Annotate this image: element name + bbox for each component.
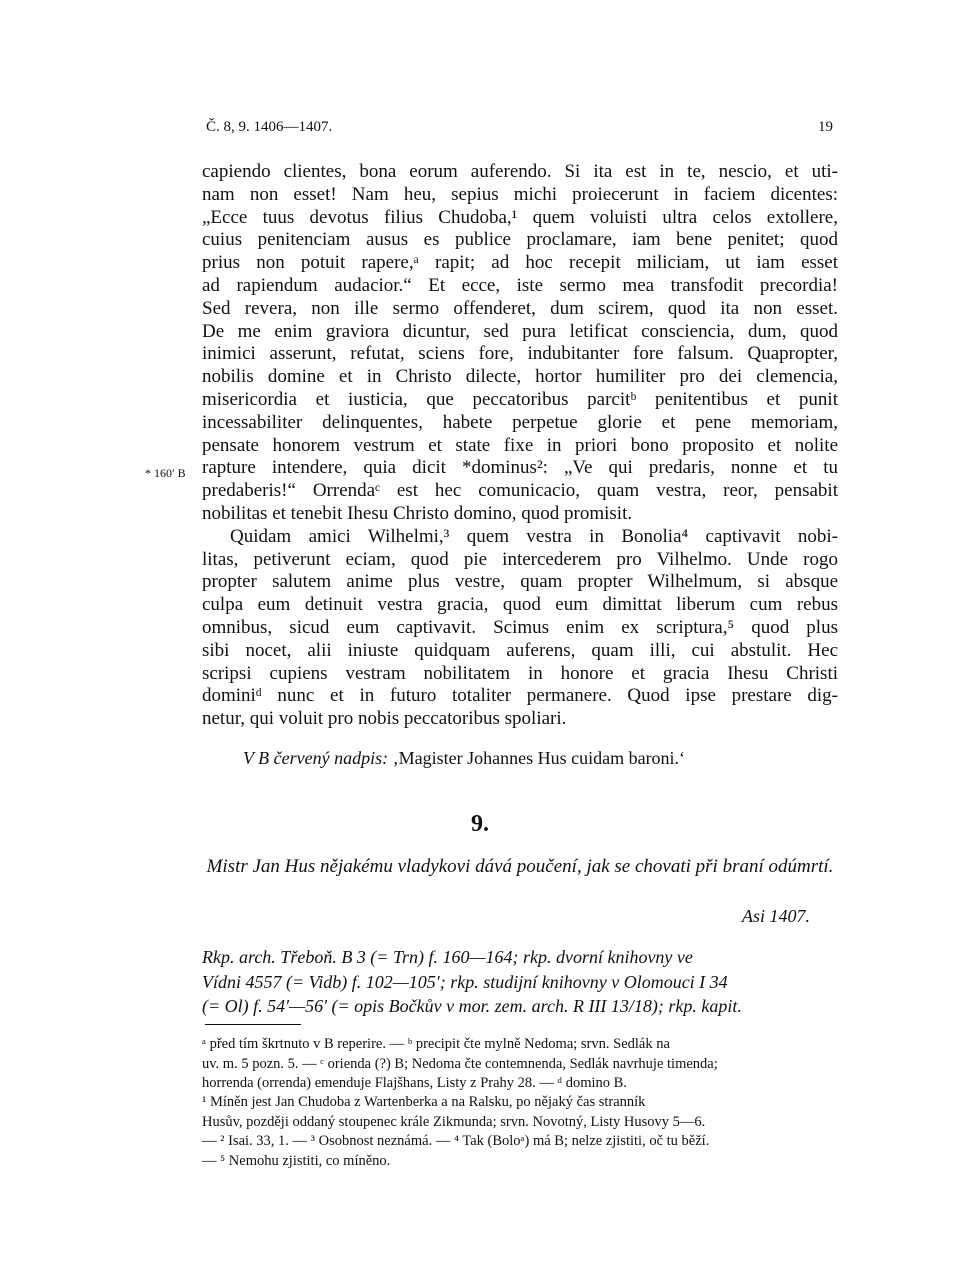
page-number: 19 xyxy=(818,119,833,135)
body-line: nam non esset! Nam heu, sepius michi proiecerunt in faciem dicentes: xyxy=(202,183,838,205)
document-date: Asi 1407. xyxy=(742,906,811,926)
body-line: pensate honorem vestrum et state fixe in priori bono proposito et nolite xyxy=(202,434,838,456)
body-line: capiendo clientes, bona eorum auferendo. Si ita est in te, nescio, et uti- xyxy=(202,161,838,182)
rubric-note xyxy=(243,748,685,769)
body-line: Quidam amici Wilhelmi,³ quem vestra in Bonolia⁴ captivavit nobi- xyxy=(230,525,838,547)
manuscript-line: Vídni 4557 (= Vidb) f. 102—105′; rkp. studijní knihovny v Olomouci I 34 xyxy=(202,971,728,992)
body-line: prius non potuit rapere,ᵃ rapit; ad hoc recepit miliciam, ut iam esset xyxy=(202,252,838,274)
margin-folio-note: * 160′ B xyxy=(145,466,186,480)
body-line: propter salutem anime plus vestre, quam propter Wilhelmum, si absque xyxy=(202,571,838,593)
rubric-prefix: V B červený nadpis: xyxy=(243,748,389,768)
manuscript-line: Rkp. arch. Třeboň. B 3 (= Trn) f. 160—164; rkp. dvorní knihovny ve xyxy=(202,947,693,967)
footnote-line: — ⁵ Nemohu zjistiti, co míněno. xyxy=(202,1152,391,1169)
footnote-line: horrenda (orrenda) emenduje Flajšhans, Listy z Prahy 28. — ᵈ domino B. xyxy=(202,1075,627,1091)
body-line: sibi nocet, alii iniuste quidquam auferens, quam illi, cui abstulit. Hec xyxy=(202,639,838,661)
footnote-line: — ² Isai. 33, 1. — ³ Osobnost neznámá. — ⁴ Tak (Boloᵃ) má B; nelze zjistiti, oč tu běží. xyxy=(202,1133,710,1149)
body-line: predaberis!“ Orrendaᶜ est hec comunicacio, quam vestra, reor, pensabit xyxy=(202,480,838,502)
document-title: Mistr Jan Hus nějakému vladykovi dává poučení, jak se chovati při braní odúmrtí. xyxy=(206,856,834,877)
textual-footnotes xyxy=(202,1035,838,1094)
manuscript-sources xyxy=(202,945,838,1019)
body-line: misericordia et iusticia, que peccatoribus parcitᵇ penitentibus et punit xyxy=(202,388,838,410)
body-line: ad rapiendum audacior.“ Et ecce, iste sermo mea transfodit precordia! xyxy=(202,274,838,296)
body-line: nobilitas et tenebit Ihesu Christo domino, quod promisit. xyxy=(202,502,633,524)
body-line: De me enim graviora dicuntur, sed pura letificat consciencia, dum, quod xyxy=(202,320,838,342)
footnote-line: uv. m. 5 pozn. 5. — ᶜ orienda (?) B; Nedoma čte contemnenda, Sedlák navrhuje timenda; xyxy=(202,1055,718,1072)
source-footnotes xyxy=(202,1093,838,1171)
body-line: netur, qui voluit pro nobis peccatoribus spoliari. xyxy=(202,708,567,730)
body-line: Sed revera, non ille sermo offenderet, dum scirem, quod ita non esset. xyxy=(202,297,838,319)
letter-body xyxy=(202,161,838,731)
body-line: nobilis domine et in Christo dilecte, hortor humiliter pro dei clemencia, xyxy=(202,366,838,388)
footnote-line: Husův, později oddaný stoupenec krále Zikmunda; srvn. Novotný, Listy Husovy 5—6. xyxy=(202,1113,706,1130)
footnote-line: ᵃ před tím škrtnuto v B reperire. — ᵇ precipit čte mylně Nedoma; srvn. Sedlák na xyxy=(202,1036,670,1052)
body-line: omnibus, sicud eum captivavit. Scimus enim ex scriptura,⁵ quod plus xyxy=(202,616,838,638)
manuscript-line: (= Ol) f. 54′—56′ (= opis Bočkův v mor. zem. arch. R III 13/18); rkp. kapit. xyxy=(202,996,742,1016)
rubric-text: ‚Magister Johannes Hus cuidam baroni.‘ xyxy=(392,748,686,768)
body-line: cuius penitenciam ausus es publice proclamare, iam bene penitet; quod xyxy=(202,229,838,251)
body-line: inimici asserunt, refutat, sciens fore, indubitanter fore falsum. Quapropter, xyxy=(202,343,838,365)
body-line: „Ecce tuus devotus filius Chudoba,¹ quem voluisti ultra celos extollere, xyxy=(202,206,838,228)
footnote-rule xyxy=(205,1024,301,1025)
body-line: litas, petiverunt eciam, quod pie intercederem pro Vilhelmo. Unde rogo xyxy=(202,548,838,570)
body-line: dominiᵈ nunc et in futuro totaliter permanere. Quod ipse prestare dig- xyxy=(202,685,838,707)
body-line: incessabiliter delinquentes, habete perpetue glorie et pene memoriam, xyxy=(202,411,838,433)
footnote-line: ¹ Míněn jest Jan Chudoba z Wartenberka a na Ralsku, po nějaký čas stranník xyxy=(202,1094,646,1110)
body-line: rapture intendere, quia dicit *dominus²: „Ve qui predaris, nonne et tu xyxy=(202,457,838,479)
document-number: 9. xyxy=(471,811,489,837)
running-header: Č. 8, 9. 1406—1407. xyxy=(206,119,333,135)
body-line: culpa eum detinuit vestra gracia, quod eum dimittat liberum cum rebus xyxy=(202,594,838,616)
body-line: scripsi cupiens vestram nobilitatem in honore et gracia Ihesu Christi xyxy=(202,662,838,684)
